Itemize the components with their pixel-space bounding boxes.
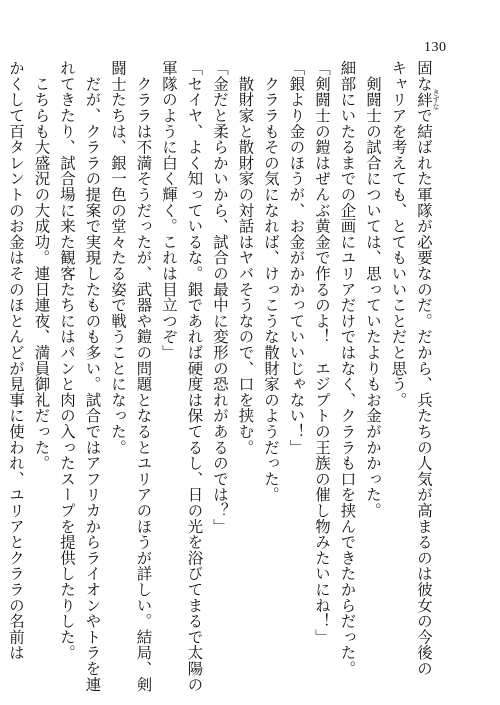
text-line-8: 散財家と散財家の対話はヤバそうなので、口を挟む。 — [236, 75, 255, 456]
novel-text-body — [7, 60, 440, 693]
text-line-6: 「銀より金のほうが、お金がかかっていいじゃない！」 — [287, 60, 306, 455]
text-line-16: こちらも大盛況の大成功。連日連夜、満員御礼だった。 — [32, 75, 51, 471]
text-line-4: 細部にいたるまでの企画にユリアだけではなく、クララも口を挟んできたからだった。 — [338, 60, 357, 677]
text-line-17: かくして百タレントのお金はそのほとんどが見事に使われ、ユリアとクララの名前は — [7, 60, 25, 661]
text-line-3: 剣闘士の試合については、思っていたよりもお金がかかった。 — [364, 75, 382, 519]
text-line-10: 「セイヤ、よく知っているな。銀であれば硬度は保てるし、日の光を浴びてまるで太陽の — [185, 60, 204, 692]
text-line-2: キャリアを考えても、とてもいいことだと思う。 — [389, 60, 408, 408]
text-line-14: だが、クララの提案で実現したものも多い。試合ではアフリカからライオンやトラを連 — [83, 75, 102, 693]
text-line-7: クララもその気になれば、けっこうな散財家のようだった。 — [262, 75, 280, 503]
ruby-reading-kizuna: きずな — [432, 89, 440, 111]
text-line-9: 「金だと柔らかいから、試合の最中に変形の恐れがあるのでは？」 — [211, 60, 229, 534]
text-line-12: クララは不満そうだったが、武器や鎧の問題となるとユリアのほうが詳しい。結局、剣 — [134, 75, 153, 693]
text-line-13: 闘士たちは、銀一色の堂々たる姿で戦うことになった。 — [109, 60, 127, 455]
ruby-kizuna: 絆 きずな — [415, 89, 440, 111]
text-line-15: れてきたり、試合場に来た観客たちにはパンと肉の入ったスープを提供したりした。 — [58, 60, 76, 661]
text-line-1: 固な絆 きずなで結ばれた軍隊が必要なのだ。だから、兵たちの人気が高まるのは彼女の今後の — [415, 60, 440, 677]
text-line-5: 「剣闘士の鎧はぜんぶ黄金で作るのよ！ エジプトの王族の催し物みたいにね！」 — [313, 60, 331, 645]
text-line-11: 軍隊のように白く輝く。これは目立つぞ」 — [160, 60, 178, 361]
page-number: 130 — [424, 40, 447, 55]
